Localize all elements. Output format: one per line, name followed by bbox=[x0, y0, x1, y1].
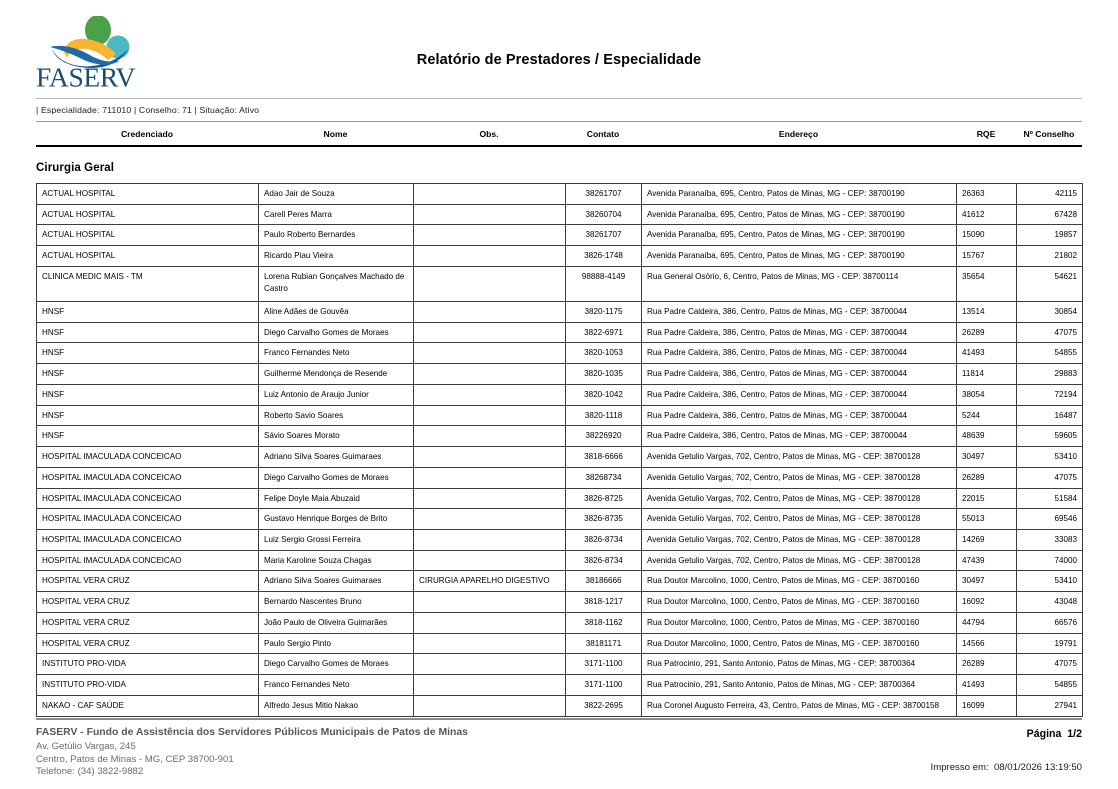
cell-credenciado: HOSPITAL IMACULADA CONCEICAO bbox=[37, 550, 259, 571]
cell-endereco: Avenida Paranaíba, 695, Centro, Patos de Minas, MG - CEP: 38700190 bbox=[642, 184, 957, 205]
column-header-conselho: Nº Conselho bbox=[1023, 128, 1075, 139]
cell-nome: Franco Fernandes Neto bbox=[259, 675, 414, 696]
cell-credenciado: HOSPITAL VERA CRUZ bbox=[37, 592, 259, 613]
table-row bbox=[37, 675, 1083, 696]
cell-contato: 3826-1748 bbox=[566, 246, 642, 267]
cell-obs bbox=[414, 633, 566, 654]
cell-nome: Adao Jair de Souza bbox=[259, 184, 414, 205]
cell-obs bbox=[414, 654, 566, 675]
cell-contato: 3171-1100 bbox=[566, 675, 642, 696]
cell-nome: Luiz Antonio de Araujo Junior bbox=[259, 384, 414, 405]
page-number: Página 1/2 bbox=[1026, 728, 1082, 741]
footer-address-line-2: Centro, Patos de Minas - MG, CEP 38700-901 bbox=[36, 753, 234, 765]
cell-endereco: Avenida Paranaíba, 695, Centro, Patos de Minas, MG - CEP: 38700190 bbox=[642, 246, 957, 267]
cell-credenciado: HOSPITAL VERA CRUZ bbox=[37, 633, 259, 654]
cell-credenciado: ACTUAL HOSPITAL bbox=[37, 246, 259, 267]
cell-nome: Franco Fernandes Neto bbox=[259, 343, 414, 364]
cell-contato: 3826-8734 bbox=[566, 530, 642, 551]
cell-conselho: 47075 bbox=[1017, 467, 1083, 488]
cell-obs bbox=[414, 592, 566, 613]
cell-contato: 3171-1100 bbox=[566, 654, 642, 675]
cell-endereco: Rua Padre Caldeira, 386, Centro, Patos de Minas, MG - CEP: 38700044 bbox=[642, 322, 957, 343]
cell-rqe: 55013 bbox=[957, 509, 1017, 530]
cell-rqe: 41612 bbox=[957, 204, 1017, 225]
cell-credenciado: HNSF bbox=[37, 364, 259, 385]
cell-contato: 3818-1217 bbox=[566, 592, 642, 613]
cell-rqe: 30497 bbox=[957, 571, 1017, 592]
cell-contato: 3822-6971 bbox=[566, 322, 642, 343]
cell-conselho: 66576 bbox=[1017, 612, 1083, 633]
table-row bbox=[37, 633, 1083, 654]
cell-obs bbox=[414, 467, 566, 488]
cell-obs bbox=[414, 550, 566, 571]
cell-endereco: Avenida Getulio Vargas, 702, Centro, Patos de Minas, MG - CEP: 38700128 bbox=[642, 488, 957, 509]
footer-org-name: FASERV - Fundo de Assistência dos Servidores Públicos Municipais de Patos de Minas bbox=[36, 727, 468, 739]
cell-credenciado: HNSF bbox=[37, 405, 259, 426]
table-row bbox=[37, 405, 1083, 426]
cell-contato: 38268734 bbox=[566, 467, 642, 488]
cell-credenciado: ACTUAL HOSPITAL bbox=[37, 204, 259, 225]
footer-address-line-1: Av. Getúlio Vargas, 245 bbox=[36, 741, 136, 753]
table-row bbox=[37, 246, 1083, 267]
cell-rqe: 26289 bbox=[957, 467, 1017, 488]
cell-contato: 3826-8735 bbox=[566, 509, 642, 530]
cell-endereco: Rua Patrocinio, 291, Santo Antonio, Patos de Minas, MG - CEP: 38700364 bbox=[642, 654, 957, 675]
cell-rqe: 30497 bbox=[957, 447, 1017, 468]
cell-nome: Lorena Rubian Gonçalves Machado de Castro bbox=[259, 266, 414, 301]
cell-nome: Adriano Silva Soares Guimaraes bbox=[259, 571, 414, 592]
column-header-endereco: Endereço bbox=[778, 128, 819, 139]
cell-credenciado: HOSPITAL VERA CRUZ bbox=[37, 612, 259, 633]
cell-endereco: Rua Padre Caldeira, 386, Centro, Patos de Minas, MG - CEP: 38700044 bbox=[642, 364, 957, 385]
cell-contato: 3822-2695 bbox=[566, 695, 642, 716]
cell-conselho: 54855 bbox=[1017, 343, 1083, 364]
cell-obs bbox=[414, 530, 566, 551]
table-row bbox=[37, 364, 1083, 385]
table-row bbox=[37, 612, 1083, 633]
cell-conselho: 29883 bbox=[1017, 364, 1083, 385]
cell-obs bbox=[414, 184, 566, 205]
cell-credenciado: HOSPITAL IMACULADA CONCEICAO bbox=[37, 509, 259, 530]
cell-credenciado: HOSPITAL VERA CRUZ bbox=[37, 571, 259, 592]
cell-conselho: 53410 bbox=[1017, 447, 1083, 468]
cell-endereco: Avenida Getulio Vargas, 702, Centro, Patos de Minas, MG - CEP: 38700128 bbox=[642, 509, 957, 530]
cell-endereco: Rua Padre Caldeira, 386, Centro, Patos de Minas, MG - CEP: 38700044 bbox=[642, 426, 957, 447]
cell-obs bbox=[414, 695, 566, 716]
cell-credenciado: HNSF bbox=[37, 301, 259, 322]
cell-rqe: 16099 bbox=[957, 695, 1017, 716]
table-row bbox=[37, 530, 1083, 551]
cell-nome: Gustavo Henrique Borges de Brito bbox=[259, 509, 414, 530]
cell-conselho: 16487 bbox=[1017, 405, 1083, 426]
column-header-obs: Obs. bbox=[479, 128, 499, 139]
cell-endereco: Rua Patrocinio, 291, Santo Antonio, Patos de Minas, MG - CEP: 38700364 bbox=[642, 675, 957, 696]
cell-rqe: 15767 bbox=[957, 246, 1017, 267]
table-row bbox=[37, 184, 1083, 205]
table-row bbox=[37, 509, 1083, 530]
cell-rqe: 41493 bbox=[957, 675, 1017, 696]
column-header-rqe: RQE bbox=[976, 128, 996, 139]
cell-credenciado: HNSF bbox=[37, 322, 259, 343]
column-header-contato: Contato bbox=[586, 128, 620, 139]
cell-endereco: Avenida Getulio Vargas, 702, Centro, Patos de Minas, MG - CEP: 38700128 bbox=[642, 467, 957, 488]
cell-nome: João Paulo de Oliveira Guimarães bbox=[259, 612, 414, 633]
table-row bbox=[37, 592, 1083, 613]
cell-nome: Paulo Sergio Pinto bbox=[259, 633, 414, 654]
cell-contato: 3820-1175 bbox=[566, 301, 642, 322]
cell-rqe: 26289 bbox=[957, 654, 1017, 675]
cell-conselho: 21802 bbox=[1017, 246, 1083, 267]
table-row bbox=[37, 301, 1083, 322]
cell-contato: 3820-1118 bbox=[566, 405, 642, 426]
cell-credenciado: HOSPITAL IMACULADA CONCEICAO bbox=[37, 447, 259, 468]
cell-nome: Maria Karoline Souza Chagas bbox=[259, 550, 414, 571]
table-row bbox=[37, 322, 1083, 343]
table-row bbox=[37, 426, 1083, 447]
table-row bbox=[37, 204, 1083, 225]
providers-table bbox=[36, 183, 1083, 717]
table-row bbox=[37, 447, 1083, 468]
cell-conselho: 59605 bbox=[1017, 426, 1083, 447]
cell-obs bbox=[414, 384, 566, 405]
cell-credenciado: ACTUAL HOSPITAL bbox=[37, 184, 259, 205]
cell-endereco: Rua Doutor Marcolino, 1000, Centro, Patos de Minas, MG - CEP: 38700160 bbox=[642, 571, 957, 592]
table-row bbox=[37, 695, 1083, 716]
cell-conselho: 30854 bbox=[1017, 301, 1083, 322]
cell-obs bbox=[414, 301, 566, 322]
cell-obs bbox=[414, 426, 566, 447]
cell-nome: Sávio Soares Morato bbox=[259, 426, 414, 447]
cell-rqe: 26363 bbox=[957, 184, 1017, 205]
cell-nome: Roberto Savio Soares bbox=[259, 405, 414, 426]
cell-nome: Bernardo Nascentes Bruno bbox=[259, 592, 414, 613]
cell-endereco: Rua Padre Caldeira, 386, Centro, Patos de Minas, MG - CEP: 38700044 bbox=[642, 384, 957, 405]
table-row bbox=[37, 571, 1083, 592]
cell-contato: 3818-1162 bbox=[566, 612, 642, 633]
table-row bbox=[37, 654, 1083, 675]
cell-contato: 3818-6666 bbox=[566, 447, 642, 468]
cell-endereco: Rua Coronel Augusto Ferreira, 43, Centro, Patos de Minas, MG - CEP: 38700158 bbox=[642, 695, 957, 716]
cell-obs bbox=[414, 204, 566, 225]
cell-credenciado: ACTUAL HOSPITAL bbox=[37, 225, 259, 246]
cell-endereco: Avenida Getulio Vargas, 702, Centro, Patos de Minas, MG - CEP: 38700128 bbox=[642, 447, 957, 468]
cell-conselho: 72194 bbox=[1017, 384, 1083, 405]
faserv-wordmark-text: FASERV bbox=[36, 64, 136, 93]
table-column-headers bbox=[36, 121, 1082, 147]
cell-conselho: 69546 bbox=[1017, 509, 1083, 530]
cell-endereco: Rua Padre Caldeira, 386, Centro, Patos de Minas, MG - CEP: 38700044 bbox=[642, 343, 957, 364]
cell-conselho: 54621 bbox=[1017, 266, 1083, 301]
cell-contato: 3826-8734 bbox=[566, 550, 642, 571]
cell-credenciado: NAKAO - CAF SAÚDE bbox=[37, 695, 259, 716]
cell-obs bbox=[414, 612, 566, 633]
cell-contato: 38261707 bbox=[566, 184, 642, 205]
cell-conselho: 74000 bbox=[1017, 550, 1083, 571]
column-header-nome: Nome bbox=[323, 128, 348, 139]
cell-conselho: 33083 bbox=[1017, 530, 1083, 551]
cell-credenciado: CLINICA MEDIC MAIS - TM bbox=[37, 266, 259, 301]
cell-contato: 3820-1053 bbox=[566, 343, 642, 364]
cell-conselho: 54855 bbox=[1017, 675, 1083, 696]
cell-rqe: 14566 bbox=[957, 633, 1017, 654]
cell-contato: 38181171 bbox=[566, 633, 642, 654]
cell-credenciado: INSTITUTO PRO-VIDA bbox=[37, 675, 259, 696]
report-header bbox=[0, 0, 1118, 98]
cell-rqe: 35654 bbox=[957, 266, 1017, 301]
cell-endereco: Avenida Paranaíba, 695, Centro, Patos de Minas, MG - CEP: 38700190 bbox=[642, 204, 957, 225]
cell-nome: Diego Carvalho Gomes de Moraes bbox=[259, 467, 414, 488]
cell-credenciado: HOSPITAL IMACULADA CONCEICAO bbox=[37, 467, 259, 488]
footer-organization-block bbox=[36, 726, 468, 779]
cell-contato: 3820-1042 bbox=[566, 384, 642, 405]
column-header-credenciado: Credenciado bbox=[120, 128, 174, 139]
cell-nome: Aline Adães de Gouvêa bbox=[259, 301, 414, 322]
cell-rqe: 47439 bbox=[957, 550, 1017, 571]
cell-rqe: 11814 bbox=[957, 364, 1017, 385]
cell-conselho: 19857 bbox=[1017, 225, 1083, 246]
cell-obs bbox=[414, 364, 566, 385]
cell-nome: Alfredo Jesus Mitio Nakao bbox=[259, 695, 414, 716]
table-row bbox=[37, 266, 1083, 301]
cell-conselho: 47075 bbox=[1017, 654, 1083, 675]
cell-obs bbox=[414, 509, 566, 530]
cell-rqe: 41493 bbox=[957, 343, 1017, 364]
cell-rqe: 44794 bbox=[957, 612, 1017, 633]
table-row bbox=[37, 488, 1083, 509]
cell-conselho: 51584 bbox=[1017, 488, 1083, 509]
cell-credenciado: HNSF bbox=[37, 343, 259, 364]
cell-nome: Guilherme Mendonça de Resende bbox=[259, 364, 414, 385]
cell-contato: 38186666 bbox=[566, 571, 642, 592]
cell-contato: 38226920 bbox=[566, 426, 642, 447]
filter-summary bbox=[36, 98, 1082, 115]
cell-conselho: 27941 bbox=[1017, 695, 1083, 716]
cell-obs bbox=[414, 322, 566, 343]
cell-endereco: Avenida Paranaíba, 695, Centro, Patos de Minas, MG - CEP: 38700190 bbox=[642, 225, 957, 246]
cell-obs bbox=[414, 488, 566, 509]
table-row bbox=[37, 550, 1083, 571]
cell-nome: Ricardo Piau Vieira bbox=[259, 246, 414, 267]
cell-rqe: 15090 bbox=[957, 225, 1017, 246]
cell-nome: Luiz Sergio Grossi Ferreira bbox=[259, 530, 414, 551]
cell-obs bbox=[414, 675, 566, 696]
cell-rqe: 14269 bbox=[957, 530, 1017, 551]
footer-phone: Telefone: (34) 3822-9882 bbox=[36, 766, 144, 778]
cell-rqe: 16092 bbox=[957, 592, 1017, 613]
cell-contato: 98888-4149 bbox=[566, 266, 642, 301]
cell-contato: 38260704 bbox=[566, 204, 642, 225]
cell-conselho: 53410 bbox=[1017, 571, 1083, 592]
providers-table-body bbox=[37, 184, 1083, 717]
cell-nome: Diego Carvalho Gomes de Moraes bbox=[259, 322, 414, 343]
printed-timestamp: Impresso em: 08/01/2026 13:19:50 bbox=[930, 762, 1082, 774]
table-row bbox=[37, 225, 1083, 246]
cell-obs: CIRURGIA APARELHO DIGESTIVO bbox=[414, 571, 566, 592]
table-row bbox=[37, 384, 1083, 405]
cell-rqe: 5244 bbox=[957, 405, 1017, 426]
cell-rqe: 38054 bbox=[957, 384, 1017, 405]
cell-conselho: 19791 bbox=[1017, 633, 1083, 654]
page-title: Relatório de Prestadores / Especialidade bbox=[416, 52, 702, 68]
cell-credenciado: HNSF bbox=[37, 426, 259, 447]
cell-rqe: 13514 bbox=[957, 301, 1017, 322]
cell-endereco: Avenida Getulio Vargas, 702, Centro, Patos de Minas, MG - CEP: 38700128 bbox=[642, 530, 957, 551]
cell-conselho: 67428 bbox=[1017, 204, 1083, 225]
cell-obs bbox=[414, 447, 566, 468]
report-footer bbox=[36, 718, 1082, 779]
cell-endereco: Rua Doutor Marcolino, 1000, Centro, Patos de Minas, MG - CEP: 38700160 bbox=[642, 612, 957, 633]
cell-obs bbox=[414, 266, 566, 301]
specialty-group-title: Cirurgia Geral bbox=[36, 162, 115, 174]
cell-endereco: Rua Doutor Marcolino, 1000, Centro, Patos de Minas, MG - CEP: 38700160 bbox=[642, 592, 957, 613]
cell-endereco: Avenida Getulio Vargas, 702, Centro, Patos de Minas, MG - CEP: 38700128 bbox=[642, 550, 957, 571]
cell-nome: Felipe Doyle Maia Abuzaid bbox=[259, 488, 414, 509]
cell-rqe: 26289 bbox=[957, 322, 1017, 343]
cell-credenciado: HOSPITAL IMACULADA CONCEICAO bbox=[37, 530, 259, 551]
cell-rqe: 48639 bbox=[957, 426, 1017, 447]
cell-contato: 3820-1035 bbox=[566, 364, 642, 385]
cell-credenciado: INSTITUTO PRO-VIDA bbox=[37, 654, 259, 675]
cell-endereco: Rua Padre Caldeira, 386, Centro, Patos de Minas, MG - CEP: 38700044 bbox=[642, 405, 957, 426]
cell-credenciado: HOSPITAL IMACULADA CONCEICAO bbox=[37, 488, 259, 509]
cell-endereco: Rua General Osório, 6, Centro, Patos de Minas, MG - CEP: 38700114 bbox=[642, 266, 957, 301]
cell-obs bbox=[414, 246, 566, 267]
cell-endereco: Rua Doutor Marcolino, 1000, Centro, Patos de Minas, MG - CEP: 38700160 bbox=[642, 633, 957, 654]
cell-credenciado: HNSF bbox=[37, 384, 259, 405]
table-row bbox=[37, 467, 1083, 488]
cell-conselho: 42115 bbox=[1017, 184, 1083, 205]
cell-nome: Adriano Silva Soares Guimaraes bbox=[259, 447, 414, 468]
filter-summary-text: | Especialidade: 711010 | Conselho: 71 | Situação: Ativo bbox=[36, 105, 260, 115]
cell-contato: 3826-8725 bbox=[566, 488, 642, 509]
cell-nome: Paulo Roberto Bernardes bbox=[259, 225, 414, 246]
cell-endereco: Rua Padre Caldeira, 386, Centro, Patos de Minas, MG - CEP: 38700044 bbox=[642, 301, 957, 322]
table-row bbox=[37, 343, 1083, 364]
cell-conselho: 47075 bbox=[1017, 322, 1083, 343]
cell-obs bbox=[414, 343, 566, 364]
cell-rqe: 22015 bbox=[957, 488, 1017, 509]
cell-conselho: 43048 bbox=[1017, 592, 1083, 613]
cell-obs bbox=[414, 405, 566, 426]
cell-nome: Carell Peres Marra bbox=[259, 204, 414, 225]
footer-meta-block bbox=[931, 726, 1082, 773]
cell-obs bbox=[414, 225, 566, 246]
cell-nome: Diego Carvalho Gomes de Moraes bbox=[259, 654, 414, 675]
cell-contato: 38261707 bbox=[566, 225, 642, 246]
faserv-wordmark bbox=[36, 64, 152, 94]
